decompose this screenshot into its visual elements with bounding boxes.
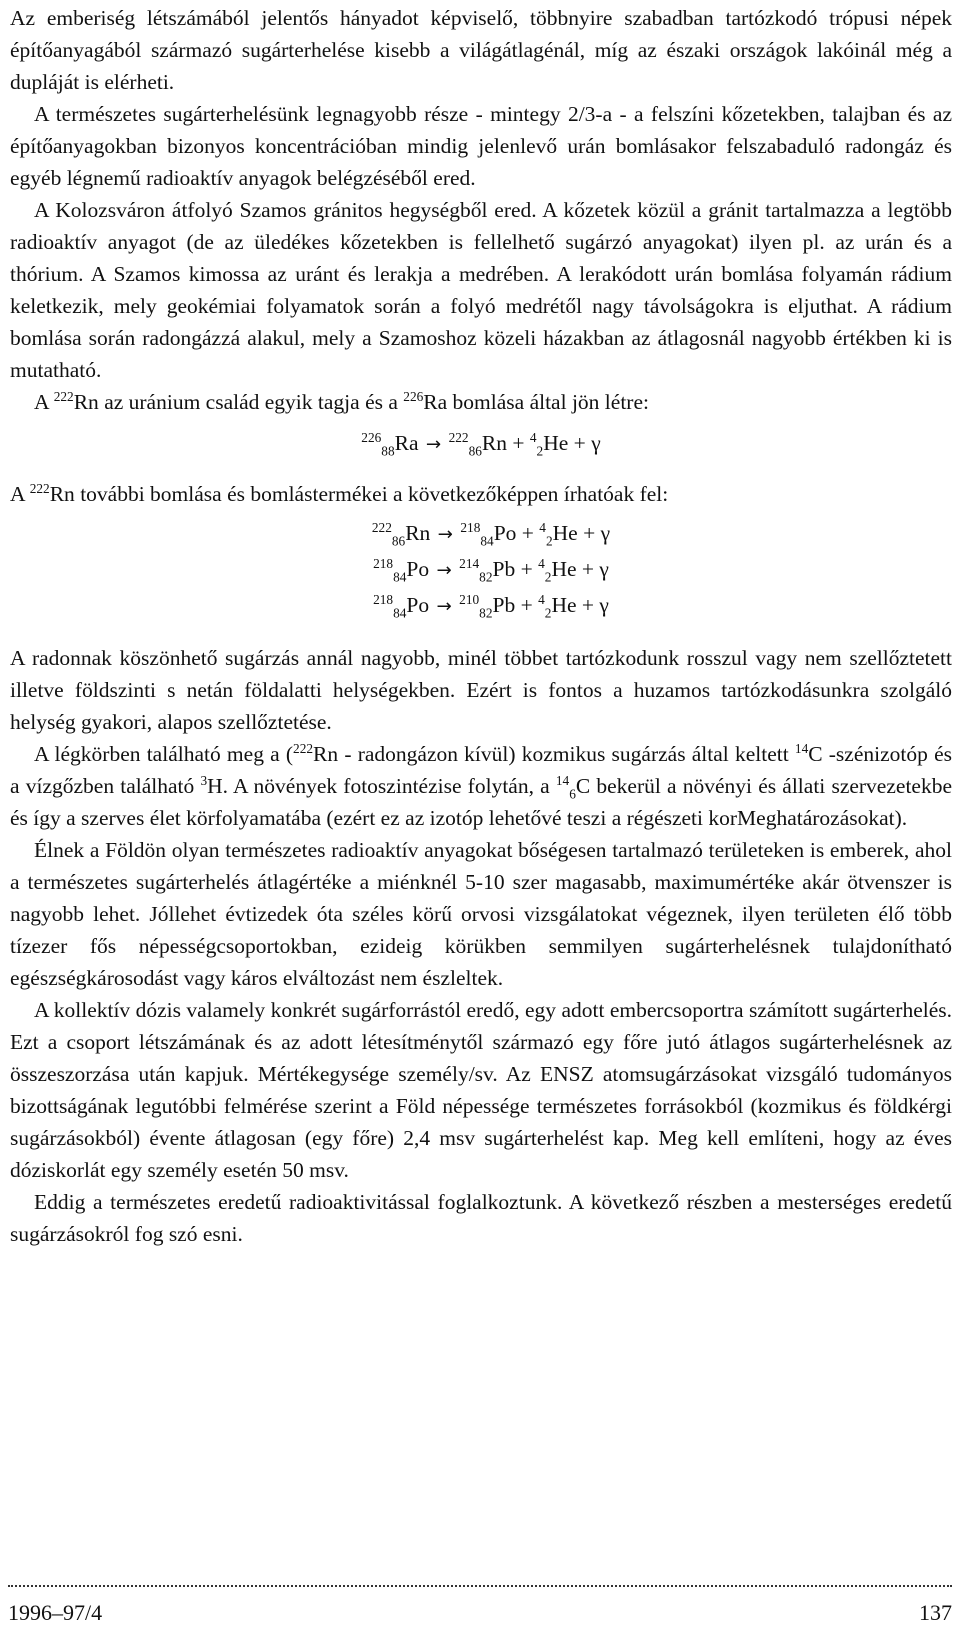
page-footer [8,1600,952,1636]
arrow-icon: → [437,524,453,545]
paragraph-radon-ventilation: A radonnak köszönhető sugárzás annál nagyobb, minél többet tartózkodunk rosszul vagy nem szellőztetett illetve földszinti s netán földalatti helységekben. Ezért is fontos a huzamos tartózkodásunkra szolgáló helység gyakori, alapos szellőztetése. [10,646,952,734]
footer-divider [8,1585,952,1587]
paragraph-conclusion: Eddig a természetes eredetű radioaktivitással foglalkoztunk. A következő részben a mesterséges eredetű sugárzásokról fog szó esni. [10,1190,952,1246]
equation-line: $^{218}_{84}$Po → $^{214}_{82}$Pb + $^4_2$He + γ [373,555,609,585]
arrow-icon: → [425,434,442,455]
issue-number: 1996–97/4 [8,1600,103,1625]
paragraph-szamos: A Kolozsváron átfolyó Szamos gránitos hegységből ered. A kőzetek közül a gránit tartalmazza a legtöbb radioaktív anyagot (de az üledékes kőzetekben is fellelhető sugárzó anyagokat) ilyen pl. az urán és a thórium. A Szamos kimossa az uránt és lerakja a medrében. A lerakódott urán bomlása folyamán rádium keletkezik, mely geokémiai folyamatok során a folyó medrétől nagy távolságokra is eljuthat. A rádium bomlása során radongázzá alakul, mely a Szamoshoz közeli házakban az átlagosnál nagyobb értékben ki is mutatható. [10,198,952,382]
equation-line: $^{226}_{88}$Ra → $^{222}_{86}$Rn + $^4_2$He + γ [361,429,601,459]
equation-decay-chain [10,510,952,642]
paragraph-radon-origin: A $^{222}$Rn az uránium család egyik tagja és a $^{226}$Ra bomlása által jön létre: [34,388,649,414]
paragraph-radon-chain-intro: A $^{222}$Rn további bomlása és bomlástermékei a következőképpen írhatóak fel: [10,480,669,506]
arrow-icon: → [436,596,452,617]
document-page [10,0,952,1250]
equation-radium-decay [10,418,952,478]
arrow-icon: → [436,560,452,581]
paragraph-cosmic-radiation: A légkörben található meg a ($^{222}$Rn - radongázon kívül) kozmikus sugárzás által keltett $^{14}$C -szénizotóp és a vízgőzben található $^3$H. A növények fotoszintézise folytán, a $^{14}_6$C bekerül a növényi és állati szervezetekbe és így a szerves élet körfolyamatába (ezért ez az izotóp lehetővé teszi a régészeti korMeghatározásokat). [10,740,952,830]
equation-line: $^{222}_{86}$Rn → $^{218}_{84}$Po + $^4_2$He + γ [371,519,611,549]
paragraph-natural-exposure: A természetes sugárterhelésünk legnagyobb része - mintegy 2/3-a - a felszíni kőzetekben, talajban és az építőanyagokban bizonyos koncentrációban mindig jelenlevő urán bomlásakor felszabaduló radongáz és egyéb légnemű radioaktív anyagok belégzéséből ered. [10,102,952,190]
paragraph-tropical: Az emberiség létszámából jelentős hányadot képviselő, többnyire szabadban tartózkodó trópusi népek építőanyagából származó sugárterhelése kisebb a világátlagénál, míg az északi országok lakóinál még a dupláját is elérheti. [10,6,952,94]
equation-line: $^{218}_{84}$Po → $^{210}_{82}$Pb + $^4_2$He + γ [373,591,609,621]
page-number: 137 [919,1600,952,1625]
paragraph-high-background: Élnek a Földön olyan természetes radioaktív anyagokat bőségesen tartalmazó területeken is emberek, ahol a természetes sugárterhelés átlagértéke a miénknél 5-10 szer magasabb, maximumértéke akár ötvenszer is nagyobb lehet. Jóllehet évtizedek óta széles körű orvosi vizsgálatokat végeznek, ilyen területen élő több tízezer fős népességcsoportokban, ezideig körükben semmilyen sugárterhelésnek tulajdonítható egészségkárosodást vagy káros elváltozást nem észleltek. [10,838,952,990]
paragraph-collective-dose: A kollektív dózis valamely konkrét sugárforrástól eredő, egy adott embercsoportra számított sugárterhelés. Ezt a csoport létszámának és az adott létesítménytől származó egy főre jutó átlagos sugárterhelésnek az összeszorzása után kapjuk. Mértékegysége személy/sv. Az ENSZ atomsugárzásokat vizsgáló tudományos bizottságának legutóbbi felmérése szerint a Föld népessége természetes forrásokból (kozmikus és földkérgi sugárzásokból) évente átlagosan (egy főre) 2,4 msv sugárterhelést kap. Meg kell említeni, hogy az éves dóziskorlát egy személy esetén 50 msv. [10,998,952,1182]
